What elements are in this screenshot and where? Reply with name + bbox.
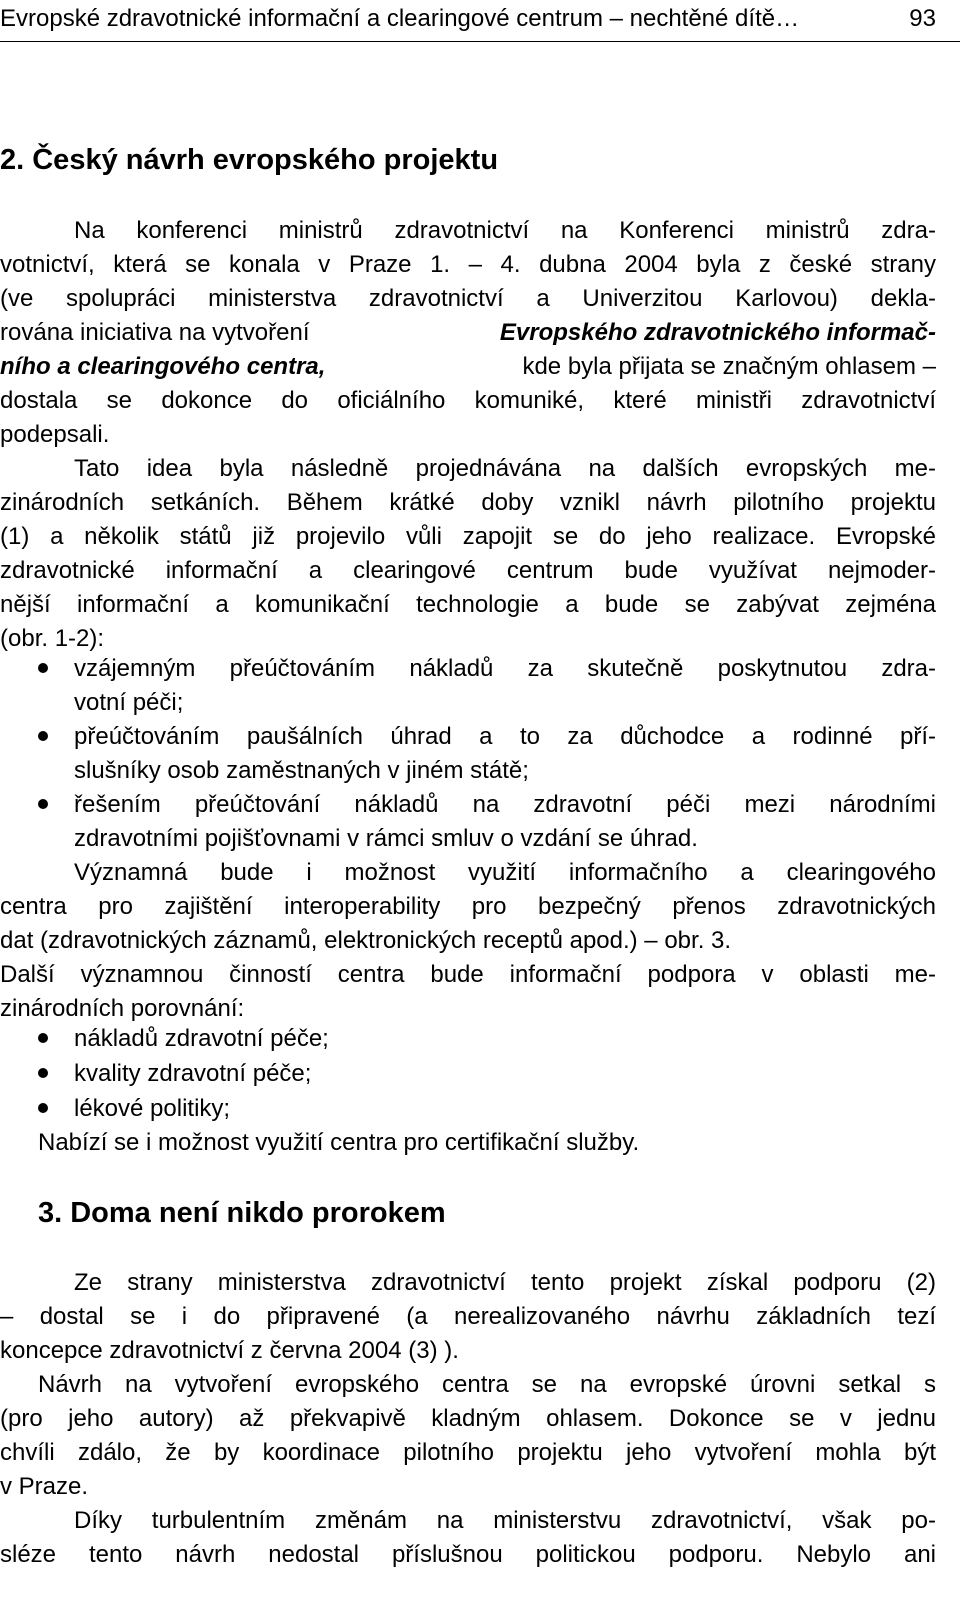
- list-item-continuation: votní péči;: [74, 689, 184, 716]
- running-header-title: Evropské zdravotnické informační a clearingové centrum – nechtěné dítě…: [0, 5, 800, 32]
- bullet-icon: [38, 663, 48, 673]
- section-2-heading: 2. Český návrh evropského projektu: [0, 144, 499, 176]
- paragraph-line: nější informační a komunikační technologie a bude se zabývat zejména: [0, 591, 936, 618]
- paragraph-line: Nabízí se i možnost využití centra pro certifikační služby.: [38, 1129, 640, 1156]
- bullet-icon: [38, 731, 48, 741]
- paragraph-line: v Praze.: [0, 1473, 89, 1500]
- paragraph-line: Návrh na vytvoření evropského centra se na evropské úrovni setkal s: [38, 1371, 936, 1398]
- list-item-continuation: slušníky osob zaměstnaných v jiném státě;: [74, 757, 529, 784]
- paragraph-line: Ze strany ministerstva zdravotnictví tento projekt získal podporu (2): [74, 1269, 936, 1296]
- emphasis-text: ního a clearingového centra,: [0, 353, 326, 380]
- list-item-continuation: zdravotními pojišťovnami v rámci smluv o vzdání se úhrad.: [74, 825, 698, 852]
- paragraph-line: (pro jeho autory) až překvapivě kladným ohlasem. Dokonce se v jednu: [0, 1405, 936, 1432]
- paragraph-line: (1) a několik států již projevilo vůli zapojit se do jeho realizace. Evropské: [0, 523, 936, 550]
- list-item: lékové politiky;: [74, 1095, 231, 1122]
- paragraph-line: Významná bude i možnost využití informačního a clearingového: [74, 859, 936, 886]
- paragraph-line: chvíli zdálo, že by koordinace pilotního projektu jeho vytvoření mohla být: [0, 1439, 936, 1466]
- paragraph-line: Na konferenci ministrů zdravotnictví na Konferenci ministrů zdra-: [74, 217, 936, 244]
- paragraph-line: Další významnou činností centra bude informační podpora v oblasti me-: [0, 961, 936, 988]
- paragraph-line: dostala se dokonce do oficiálního komuniké, které ministři zdravotnictví: [0, 387, 936, 414]
- list-item: nákladů zdravotní péče;: [74, 1025, 329, 1052]
- paragraph-line: sléze tento návrh nedostal příslušnou politickou podporu. Nebylo ani: [0, 1541, 936, 1568]
- paragraph-line: Tato idea byla následně projednávána na dalších evropských me-: [74, 455, 936, 482]
- paragraph-line: – dostal se i do připravené (a nerealizovaného návrhu základních tezí: [0, 1303, 936, 1330]
- list-item: řešením přeúčtování nákladů na zdravotní péči mezi národními: [74, 791, 936, 818]
- bullet-icon: [38, 1033, 48, 1043]
- page-number: 93: [909, 5, 936, 32]
- bullet-icon: [38, 799, 48, 809]
- list-item: přeúčtováním paušálních úhrad a to za důchodce a rodinné pří-: [74, 723, 936, 750]
- list-item: kvality zdravotní péče;: [74, 1060, 312, 1087]
- paragraph-line-mixed: [0, 350, 936, 384]
- paragraph-text: rována iniciativa na vytvoření: [0, 319, 310, 346]
- paragraph-line: (obr. 1-2):: [0, 625, 105, 652]
- paragraph-line: zinárodních porovnání:: [0, 995, 245, 1022]
- paragraph-line: zdravotnické informační a clearingové centrum bude využívat nejmoder-: [0, 557, 936, 584]
- paragraph-line: podepsali.: [0, 421, 110, 448]
- paragraph-line: koncepce zdravotnictví z června 2004 (3) ).: [0, 1337, 459, 1364]
- list-item: vzájemným přeúčtováním nákladů za skutečně poskytnutou zdra-: [74, 655, 936, 682]
- paragraph-line-mixed: [0, 316, 936, 350]
- paragraph-line: (ve spolupráci ministerstva zdravotnictví a Univerzitou Karlovou) dekla-: [0, 285, 936, 312]
- paragraph-line: centra pro zajištění interoperability pro bezpečný přenos zdravotnických: [0, 893, 936, 920]
- paragraph-line: votnictví, která se konala v Praze 1. – 4. dubna 2004 byla z české strany: [0, 251, 936, 278]
- bullet-icon: [38, 1103, 48, 1113]
- paragraph-line: dat (zdravotnických záznamů, elektronických receptů apod.) – obr. 3.: [0, 927, 732, 954]
- paragraph-line: Díky turbulentním změnám na ministerstvu zdravotnictví, však po-: [74, 1507, 936, 1534]
- bullet-icon: [38, 1068, 48, 1078]
- paragraph-line: zinárodních setkáních. Během krátké doby vznikl návrh pilotního projektu: [0, 489, 936, 516]
- header-rule: [0, 41, 960, 42]
- emphasis-text: Evropského zdravotnického informač-: [499, 319, 936, 346]
- paragraph-text: kde byla přijata se značným ohlasem –: [522, 353, 936, 380]
- section-3-heading: 3. Doma není nikdo prorokem: [38, 1197, 446, 1229]
